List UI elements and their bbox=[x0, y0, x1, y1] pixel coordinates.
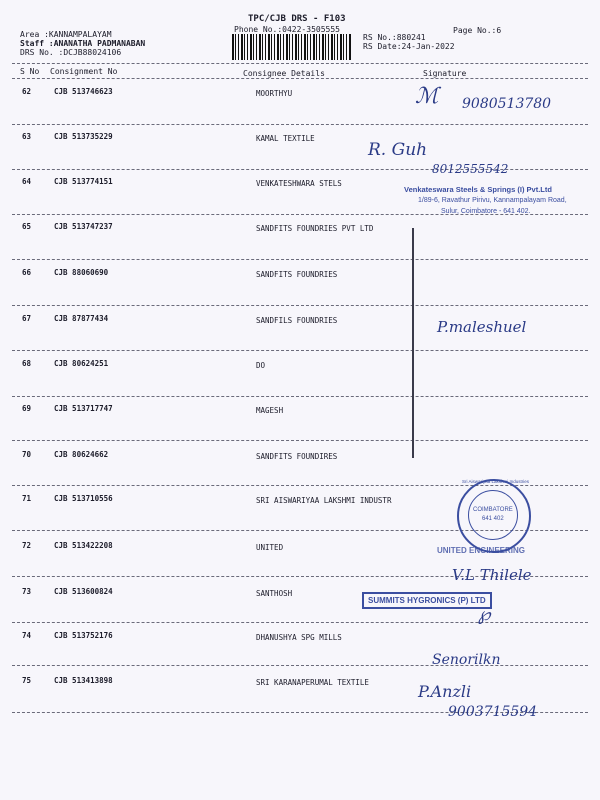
row-consignment: CJB 513747237 bbox=[54, 222, 113, 231]
row-consignee: SANTHOSH bbox=[256, 589, 293, 598]
header-rule-bottom bbox=[12, 78, 588, 79]
row-consignment: CJB 513717747 bbox=[54, 404, 113, 413]
row-sno: 65 bbox=[22, 222, 32, 231]
bracket-line bbox=[412, 228, 414, 458]
row-consignment: CJB 513413898 bbox=[54, 676, 113, 685]
row-divider bbox=[12, 305, 588, 306]
row-consignee: SRI AISWARIYAA LAKSHMI INDUSTR bbox=[256, 496, 392, 505]
row-sno: 63 bbox=[22, 132, 32, 141]
row-consignee: SANDFITS FOUNDRIES bbox=[256, 270, 338, 279]
row-consignee: KAMAL TEXTILE bbox=[256, 134, 315, 143]
round-stamp-top: Sri Aiswariyaa Lakshmi Industries bbox=[462, 479, 530, 484]
row-divider bbox=[12, 124, 588, 125]
stamp-united: UNITED ENGINEERING bbox=[437, 546, 526, 555]
header-rule-top bbox=[12, 63, 588, 64]
phone-number: Phone No.:0422-3505555 bbox=[234, 25, 340, 34]
row-consignment: CJB 80624251 bbox=[54, 359, 109, 368]
row-sno: 74 bbox=[22, 631, 32, 640]
document-title: TPC/CJB DRS - F103 bbox=[248, 14, 346, 24]
round-stamp bbox=[457, 479, 531, 553]
sig63-name: R. Guh bbox=[368, 140, 428, 160]
sig75-name: Senorilkn bbox=[432, 652, 501, 668]
row-sno: 64 bbox=[22, 177, 32, 186]
row-sno: 67 bbox=[22, 314, 32, 323]
col-sno: S No bbox=[20, 67, 40, 76]
page-number: Page No.:6 bbox=[453, 26, 502, 35]
sig62-phone: 9080513780 bbox=[462, 96, 552, 112]
row-sno: 62 bbox=[22, 87, 32, 96]
row-sno: 68 bbox=[22, 359, 32, 368]
row-consignment: CJB 513746623 bbox=[54, 87, 113, 96]
row-consignment: CJB 87877434 bbox=[54, 314, 109, 323]
stamp-venkat-line2: 1/89-6, Ravathur Pirivu, Kannampalayam Road, bbox=[418, 197, 567, 204]
sig75-phone: 9003715594 bbox=[448, 704, 538, 720]
row-consignee: VENKATESHWARA STELS bbox=[256, 179, 342, 188]
row-consignee: DHANUSHYA SPG MILLS bbox=[256, 633, 342, 642]
row-consignment: CJB 513735229 bbox=[54, 132, 113, 141]
row-sno: 69 bbox=[22, 404, 32, 413]
row-consignee: MOORTHYU bbox=[256, 89, 293, 98]
row-consignee: MAGESH bbox=[256, 406, 284, 415]
row-sno: 73 bbox=[22, 587, 32, 596]
sig74-scribble: ℘ bbox=[478, 604, 491, 625]
sig75-name2: P.Anzli bbox=[418, 682, 472, 701]
row-sno: 71 bbox=[22, 494, 32, 503]
row-divider bbox=[12, 396, 588, 397]
col-signature: Signature bbox=[423, 69, 467, 78]
barcode bbox=[232, 34, 352, 60]
area-label: Area :KANNAMPALAYAM bbox=[20, 30, 112, 39]
row-divider bbox=[12, 259, 588, 260]
col-consignment: Consignment No bbox=[50, 67, 118, 76]
stamp-venkat-line1: Venkateswara Steels & Springs (I) Pvt.Ltd bbox=[404, 185, 552, 194]
sig62-scribble: ℳ bbox=[415, 84, 439, 109]
staff-label: Staff :ANANATHA PADMANABAN bbox=[20, 39, 146, 48]
drs-number: DRS No. :DCJB88024106 bbox=[20, 48, 122, 57]
row-consignment: CJB 513600824 bbox=[54, 587, 113, 596]
row-divider bbox=[12, 622, 588, 623]
rs-number: RS No.:880241 bbox=[363, 33, 426, 42]
row-consignee: UNITED bbox=[256, 543, 284, 552]
row-consignment: CJB 513710556 bbox=[54, 494, 113, 503]
stamp-summits: SUMMITS HYGRONICS (P) LTD bbox=[362, 592, 492, 609]
row-consignee: SANDFILS FOUNDRIES bbox=[256, 316, 338, 325]
stamp-venkat-line3: Sulur, Coimbatore - 641 402. bbox=[441, 208, 531, 215]
sig63-phone: 8012555542 bbox=[432, 162, 509, 176]
row-consignment: CJB 80624662 bbox=[54, 450, 109, 459]
rs-date: RS Date:24-Jan-2022 bbox=[363, 42, 455, 51]
row-consignee: SRI KARANAPERUMAL TEXTILE bbox=[256, 678, 369, 687]
round-stamp-pin: 641 402 bbox=[482, 516, 504, 522]
col-consignee: Consignee Details bbox=[243, 69, 325, 78]
row-consignment: CJB 88060690 bbox=[54, 268, 109, 277]
row-consignment: CJB 513752176 bbox=[54, 631, 113, 640]
row-sno: 66 bbox=[22, 268, 32, 277]
row-consignment: CJB 513422208 bbox=[54, 541, 113, 550]
row-divider bbox=[12, 665, 588, 666]
sig67-name: P.maleshuel bbox=[437, 318, 527, 336]
round-stamp-city: COIMBATORE bbox=[473, 507, 513, 513]
row-consignee: SANDFITS FOUNDRIES PVT LTD bbox=[256, 224, 374, 233]
row-divider bbox=[12, 440, 588, 441]
row-consignee: SANDFITS FOUNDIRES bbox=[256, 452, 338, 461]
row-divider bbox=[12, 350, 588, 351]
row-sno: 75 bbox=[22, 676, 32, 685]
row-consignment: CJB 513774151 bbox=[54, 177, 113, 186]
row-consignee: DO bbox=[256, 361, 266, 370]
row-sno: 72 bbox=[22, 541, 32, 550]
row-sno: 70 bbox=[22, 450, 32, 459]
sig73-name: V.L Thilele bbox=[452, 566, 532, 584]
